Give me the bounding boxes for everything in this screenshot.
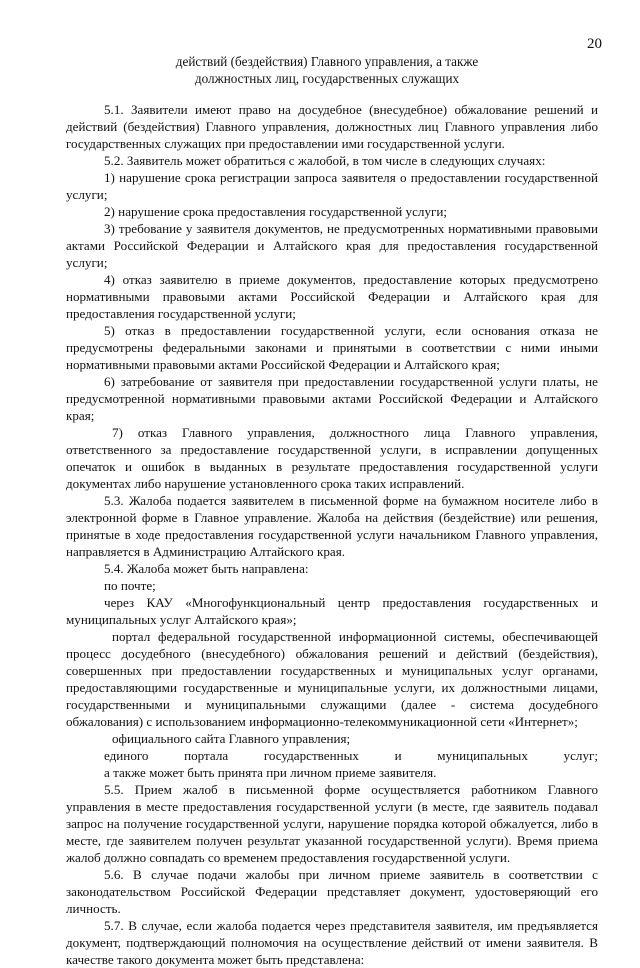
paragraph-5-1: 5.1. Заявители имеют право на досудебное (внесудебное) обжалование решений и действий (бездействия) Главного управления, должностных лиц Главного управления либо государственных служащих при предоставлении ими государственной услуги. (66, 102, 598, 151)
channel-portal: портал федеральной государственной информационной системы, обеспечивающей процесс досудебного (внесудебного) обжалования решений и действий (бездействия), совершенных при предоставлении государственных и муниципальных услуг органами, предоставляющими государственные и муниципальные услуги, их должностными лицами, государственными и муниципальными служащими (далее - система досудебного обжалования) с использованием информационно-телекоммуникационной сети «Интернет»; (66, 629, 598, 729)
channel-personal: а также может быть принята при личном приеме заявителя. (104, 765, 437, 780)
list-item-5: 5) отказ в предоставлении государственной услуги, если основания отказа не предусмотрены федеральными законами и принятыми в соответствии с ними иными нормативными правовыми актами Российской Федерации и Алтайского края; (66, 323, 598, 372)
channel-mail: по почте; (104, 578, 156, 593)
list-item-7: 7) отказ Главного управления, должностного лица Главного управления, ответственного за предоставление государственной услуги, в исправлении допущенных опечаток и ошибок в выданных в результате предоставления государственной услуги документах либо нарушение установленного срока таких исправлений. (66, 425, 598, 491)
list-item-6: 6) затребование от заявителя при предоставлении государственной услуги платы, не предусмотренной нормативными правовыми актами Российской Федерации и Алтайского края; (66, 374, 598, 423)
list-item-2: 2) нарушение срока предоставления государственной услуги; (104, 204, 448, 219)
paragraph-5-7: 5.7. В случае, если жалоба подается через представителя заявителя, им предъявляется документ, подтверждающий полномочия на осуществление действий от имени заявителя. В качестве такого документа может быть представлена: (66, 918, 598, 967)
paragraph-5-4: 5.4. Жалоба может быть направлена: (104, 561, 309, 576)
paragraph-5-5: 5.5. Прием жалоб в письменной форме осуществляется работником Главного управления в месте предоставления государственной услуги (в месте, где заявитель подавал запрос на получение государственной услуги, нарушение порядка которой обжалуется, либо в месте, где заявителем получен результат указанной государственной услуги). Время приема жалоб должно совпадать со временем предоставления государственной услуги. (66, 782, 598, 865)
list-item-3: 3) требование у заявителя документов, не предусмотренных нормативными правовыми актами Российской Федерации и Алтайского края для предоставления государственной услуги; (66, 221, 598, 270)
list-item-1: 1) нарушение срока регистрации запроса заявителя о предоставлении государственной услуги; (66, 170, 598, 202)
paragraph-5-3: 5.3. Жалоба подается заявителем в письменной форме на бумажном носителе либо в электронной форме в Главное управление. Жалоба на действия (бездействие) или решения, принятые в ходе предоставления государственной услуги начальником Главного управления, направляется в Администрацию Алтайского края. (66, 493, 598, 559)
page-number: 20 (587, 36, 602, 52)
section-heading (60, 53, 594, 87)
document-body (66, 101, 598, 968)
channel-mfc: через КАУ «Многофункциональный центр предоставления государственных и муниципальных услуг Алтайского края»; (66, 595, 598, 627)
heading-line: должностных лиц, государственных служащих (194, 71, 460, 86)
paragraph-5-2: 5.2. Заявитель может обратиться с жалобой, в том числе в следующих случаях: (104, 153, 546, 168)
paragraph-5-6: 5.6. В случае подачи жалобы при личном приеме заявитель в соответствии с законодательством Российской Федерации представляет документ, удостоверяющий его личность. (66, 867, 598, 916)
channel-unified-portal: единого портала государственных и муниципальных услуг; (104, 748, 598, 763)
list-item-4: 4) отказ заявителю в приеме документов, предоставление которых предусмотрено нормативными правовыми актами Российской Федерации и Алтайского края для предоставления государственной услуги; (66, 272, 598, 321)
channel-website: официального сайта Главного управления; (112, 731, 351, 746)
heading-line: действий (бездействия) Главного управления, а также (175, 54, 479, 69)
